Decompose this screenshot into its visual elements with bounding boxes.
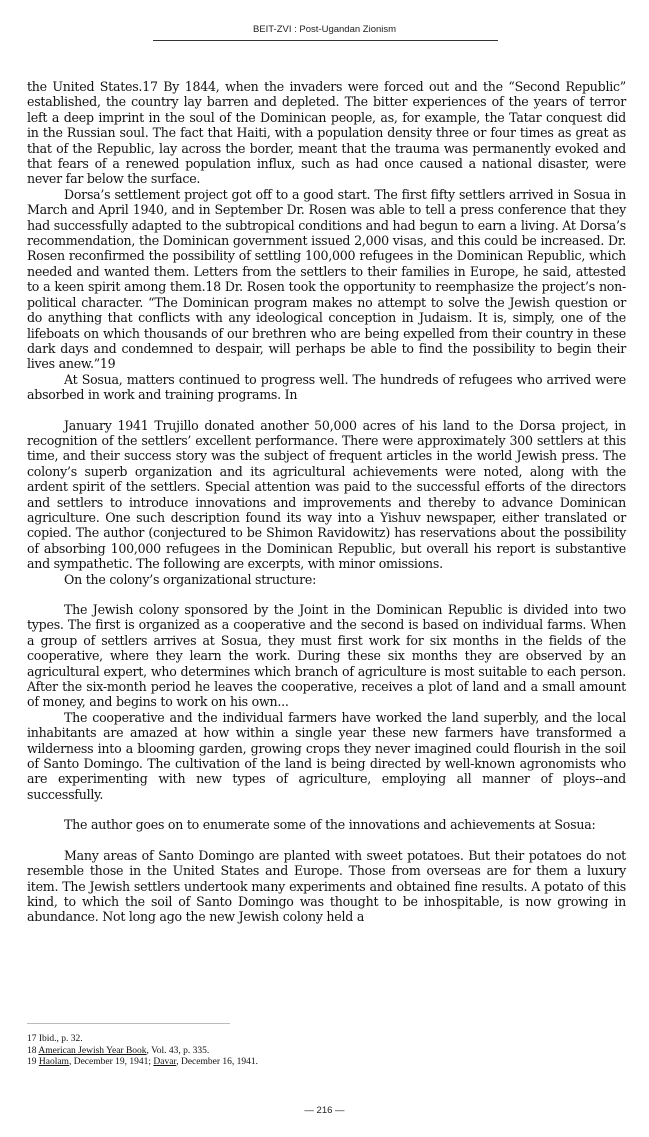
- footnote-17: [27, 1034, 258, 1046]
- footnote-number: 18: [27, 1045, 39, 1056]
- footnote-text: , December 16, 1941.: [176, 1057, 258, 1067]
- footnotes: [27, 1034, 258, 1069]
- footnote-number: 19: [27, 1057, 39, 1067]
- footnote-19: [27, 1057, 258, 1069]
- footnote-number: 17: [27, 1034, 39, 1044]
- quote-paragraph: The Jewish colony sponsored by the Joint in the Dominican Republic is divided into two types. The first is organized as a cooperative and the second is based on individual farms. When a group of settlers arrives at Sosua, they must first work for six months in the fields of the cooperative, where they learn the work. During these six months they are observed by an agricultural expert, who determines which branch of agriculture is most suitable to each person. After the six-month period he leaves the cooperative, receives a plot of land and a small amount of money, and begins to work on his own...: [27, 602, 626, 710]
- running-header: BEIT-ZVI : Post-Ugandan Zionism: [252, 24, 397, 35]
- footnote-title: Haolam: [38, 1057, 69, 1067]
- page-number: — 216 —: [304, 1105, 345, 1116]
- footnote-18: [27, 1046, 258, 1058]
- paragraph: On the colony’s organizational structure:: [64, 571, 317, 587]
- footnote-title: American Jewish Year Book: [38, 1045, 147, 1056]
- paragraph: the United States.17 By 1844, when the invaders were forced out and the “Second Republic” established, the country lay barren and depleted. The bitter experiences of the years of terror left a deep imprint in the soul of the Dominican people, as, for example, the Tatar conquest did in the Russian soul. The fact that Haiti, with a population density three or four times as great as that of the Republic, lay across the border, meant that the trauma was permanently evoked and that fears of a renewed population influx, such as had once caused a national disaster, were never far below the surface.: [27, 79, 626, 187]
- paragraph: The author goes on to enumerate some of the innovations and achievements at Sosua:: [64, 817, 596, 833]
- main-text: [27, 79, 626, 925]
- footnote-text: , December 19, 1941;: [68, 1057, 154, 1067]
- footnote-title: Davar: [153, 1057, 177, 1067]
- quote-paragraph: The cooperative and the individual farmers have worked the land superbly, and the local inhabitants are amazed at how within a single year these new farmers have transformed a wilderness into a blooming garden, growing crops they never imagined could flourish in the soil of Santo Domingo. The cultivation of the land is being directed by well-known agronomists who are experimenting with new types of agriculture, employing all manner of ploys--and successfully.: [27, 709, 626, 802]
- paragraph: At Sosua, matters continued to progress well. The hundreds of refugees who arrived were absorbed in work and training programs. In: [27, 371, 626, 403]
- footnote-text: , Vol. 43, p. 335.: [146, 1045, 210, 1056]
- paragraph: January 1941 Trujillo donated another 50,000 acres of his land to the Dorsa project, in recognition of the settlers’ excellent performance. There were approximately 300 settlers at this time, and their success story was the subject of frequent articles in the world Jewish press. The colony’s superb organization and its agricultural achievements were noted, along with the ardent spirit of the settlers. Special attention was paid to the successful efforts of the directors and settlers to introduce innovations and improvements and thereby to advance Dominican agriculture. One such description found its way into a Yishuv newspaper, either translated or copied. The author (conjectured to be Shimon Ravidowitz) has reservations about the possibility of absorbing 100,000 refugees in the Dominican Republic, but overall his report is substantive and sympathetic. The following are excerpts, with minor omissions.: [27, 417, 626, 572]
- header-rule: [153, 40, 498, 41]
- footnote-rule: [27, 1023, 230, 1024]
- quote-paragraph: Many areas of Santo Domingo are planted with sweet potatoes. But their potatoes do not resemble those in the United States and Europe. Those from overseas are for them a luxury item. The Jewish settlers undertook many experiments and obtained fine results. A potato of this kind, to which the soil of Santo Domingo was thought to be inhospitable, is now growing in abundance. Not long ago the new Jewish colony held a: [27, 847, 626, 925]
- footnote-text: Ibid., p. 32.: [38, 1034, 83, 1044]
- paragraph: Dorsa’s settlement project got off to a good start. The first fifty settlers arrived in Sosua in March and April 1940, and in September Dr. Rosen was able to tell a press conference that they had successfully adapted to the subtropical conditions and had begun to earn a living. At Dorsa’s recommendation, the Dominican government issued 2,000 visas, and this could be increased. Dr. Rosen reconfirmed the possibility of settling 100,000 refugees in the Dominican Republic, which needed and wanted them. Letters from the settlers to their families in Europe, he said, attested to a keen spirit among them.18 Dr. Rosen took the opportunity to reemphasize the project’s non-political character. “The Dominican program makes no attempt to solve the Jewish question or do anything that conflicts with any ideological conception in Judaism. It is, simply, one of the lifeboats on which thousands of our brethren who are being expelled from their country in these dark days and condemned to despair, will perhaps be able to find the possibility to begin their lives anew.”19: [27, 186, 626, 372]
